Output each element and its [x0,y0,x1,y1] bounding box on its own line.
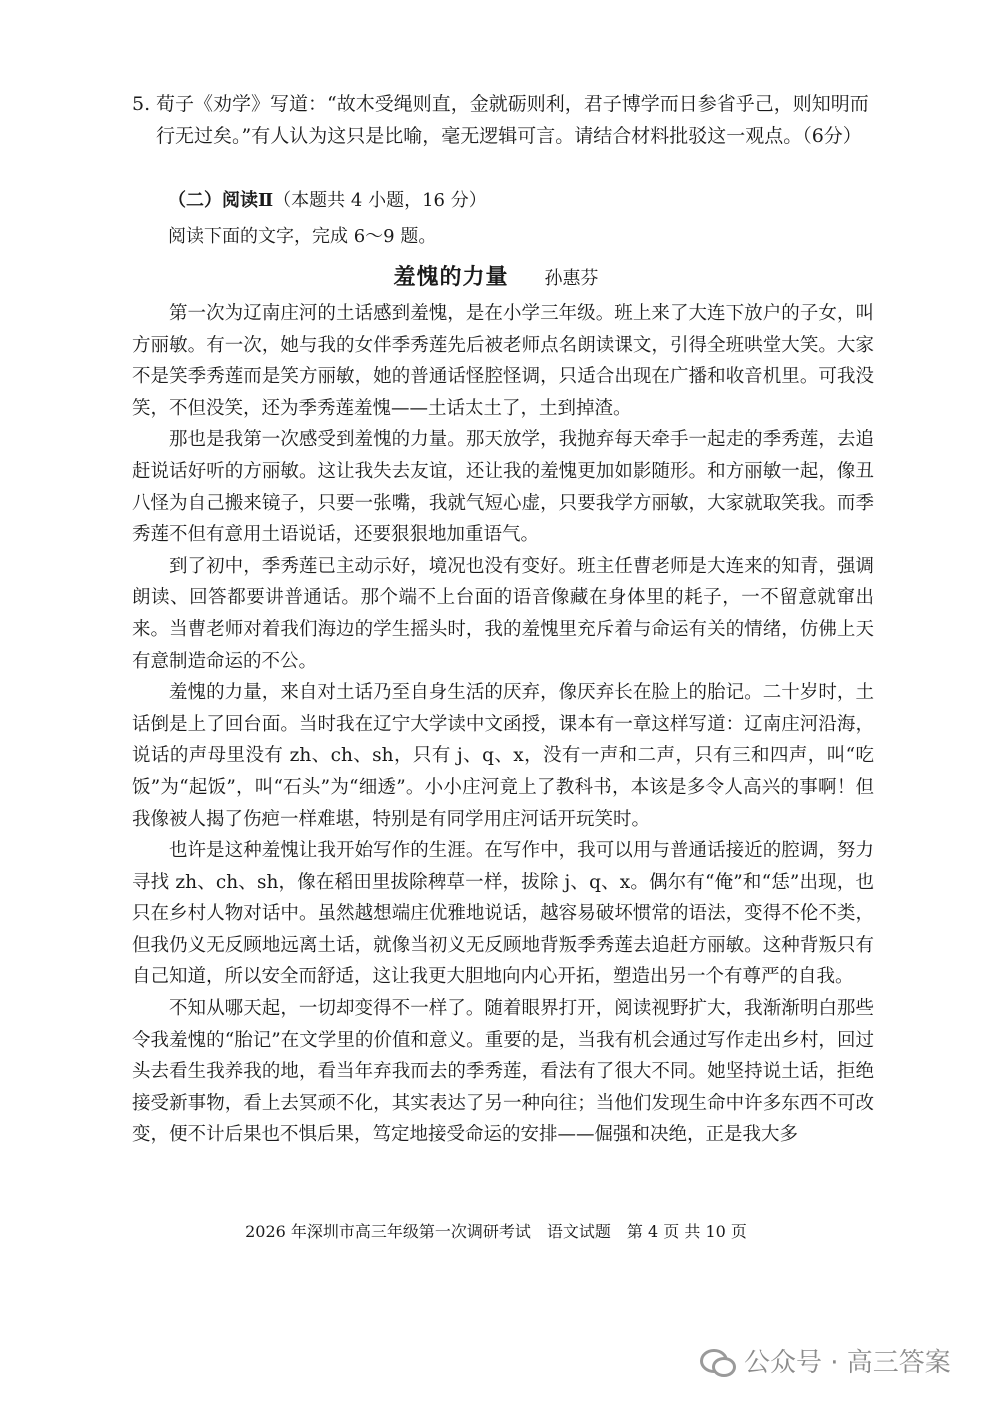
article-body [132,298,874,1151]
question-number: 5. [132,93,151,115]
page-footer: 2026 年深圳市高三年级第一次调研考试 语文试题 第 4 页 共 10 页 [245,1222,747,1241]
question-text: 荀子《劝学》写道：“故木受绳则直，金就砺则利，君子博学而日参省乎己，则知明而行无过矣。”有人认为这只是比喻，毫无逻辑可言。请结合材料批驳这一观点。（6分） [156,93,869,147]
paragraph: 不知从哪天起，一切却变得不一样了。随着眼界打开，阅读视野扩大，我渐渐明白那些令我羞愧的“胎记”在文学里的价值和意义。重要的是，当我有机会通过写作走出乡村，回过头去看生我养我的地，看当年弃我而去的季秀莲，看法有了很大不同。她坚持说土话，拒绝接受新事物，看上去冥顽不化，其实表达了另一种向往；当他们发现生命中许多东西不可改变，便不计后果也不惧后果，笃定地接受命运的安排——倔强和决绝，正是我大多 [132,998,874,1146]
watermark-text: 公众号 · 高三答案 [744,1348,951,1378]
question-5 [132,88,872,152]
paragraph: 那也是我第一次感受到羞愧的力量。那天放学，我抛弃每天牵手一起走的季秀莲，去追赶说话好听的方丽敏。这让我失去友谊，还让我的羞愧更加如影随形。和方丽敏一起，像丑八怪为自己搬来镜子，只要一张嘴，我就气短心虚，只要我学方丽敏，大家就取笑我。而季秀莲不但有意用土语说话，还要狠狠地加重语气。 [132,429,874,546]
wechat-icon [700,1347,734,1375]
article-title: 羞愧的力量 [393,264,509,290]
paragraph: 也许是这种羞愧让我开始写作的生涯。在写作中，我可以用与普通话接近的腔调，努力寻找 zh、ch、sh，像在稻田里拔除稗草一样，拔除 j、q、x。偶尔有“俺”和“恁”出现，也只在乡村人物对话中。虽然越想端庄优雅地说话，越容易破坏惯常的语法，变得不伦不类，但我仍义无反顾地远离土话，就像当初义无反顾地背叛季秀莲去追赶方丽敏。这种背叛只有自己知道，所以安全而舒适，这让我更大胆地向内心开拓，塑造出另一个有尊严的自我。 [132,840,874,988]
watermark [700,1342,951,1379]
paragraph: 第一次为辽南庄河的土话感到羞愧，是在小学三年级。班上来了大连下放户的子女，叫方丽敏。有一次，她与我的女伴季秀莲先后被老师点名朗读课文，引得全班哄堂大笑。大家不是笑季秀莲而是笑方丽敏，她的普通话怪腔怪调，只适合出现在广播和收音机里。可我没笑，不但没笑，还为季秀莲羞愧——土话太土了，土到掉渣。 [132,303,874,419]
article-author: 孙惠芬 [544,268,599,289]
section-info: （本题共 4 小题，16 分） [273,190,487,211]
section-title: （二）阅读Ⅱ [168,190,274,211]
article-title-line [0,260,992,296]
section-heading [168,186,487,216]
reading-instruction: 阅读下面的文字，完成 6～9 题。 [168,226,437,247]
paragraph: 羞愧的力量，来自对土话乃至自身生活的厌弃，像厌弃长在脸上的胎记。二十岁时，土话倒是上了回台面。当时我在辽宁大学读中文函授，课本有一章这样写道：辽南庄河沿海，说话的声母里没有 zh、ch、sh，只有 j、q、x，没有一声和二声，只有三和四声，叫“吃饭”为“起饭”，叫“石头”为“细透”。小小庄河竟上了教科书，本该是多令人高兴的事啊！但我像被人揭了伤疤一样难堪，特别是有同学用庄河话开玩笑时。 [132,682,874,830]
paragraph: 到了初中，季秀莲已主动示好，境况也没有变好。班主任曹老师是大连来的知青，强调朗读、回答都要讲普通话。那个端不上台面的语音像藏在身体里的耗子，一不留意就窜出来。当曹老师对着我们海边的学生摇头时，我的羞愧里充斥着与命运有关的情绪，仿佛上天有意制造命运的不公。 [132,555,874,672]
